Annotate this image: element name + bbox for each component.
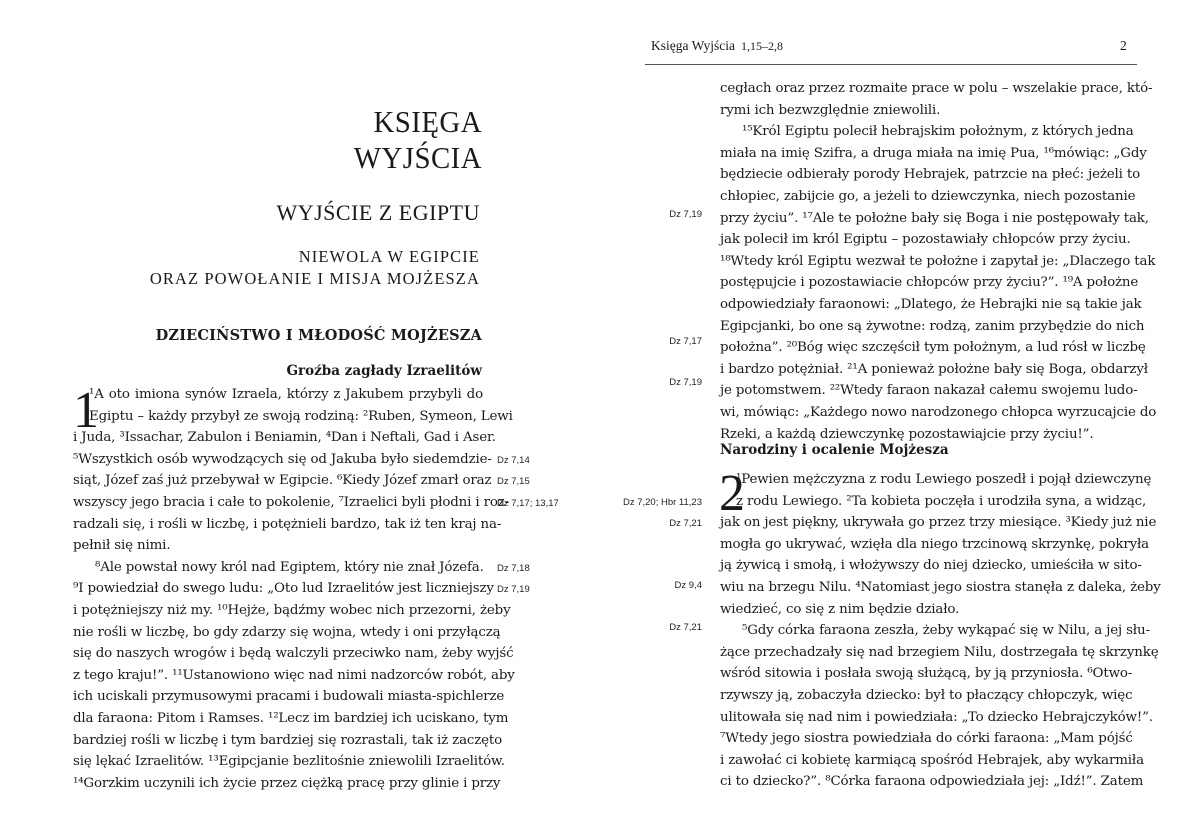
cross-reference: Dz 7,21	[669, 622, 702, 633]
text-line: mogła go ukrywać, wzięła dla niego trzcinową skrzynkę, pokryła	[720, 536, 1150, 552]
text-line: przy życiu”. ¹⁷Ale te położne bały się Boga i nie postępowały tak,	[720, 210, 1149, 226]
text-line: Egiptu – każdy przybył ze swoją rodziną: ²Ruben, Symeon, Lewi	[89, 408, 513, 424]
part-title: WYJŚCIE Z EGIPTU	[276, 200, 480, 225]
text-line: ⁸Ale powstał nowy król nad Egiptem, który nie znał Józefa.	[95, 559, 484, 575]
text-line: ⁵Wszystkich osób wywodzących się od Jakuba było siedemdzie-	[73, 451, 492, 467]
book-title: KSIĘGA WYJŚCIA	[353, 104, 482, 175]
text-line: Rzeki, a każdą dziewczynkę pozostawiajcie przy życiu!”.	[720, 426, 1094, 442]
text-line: ⁵Gdy córka faraona zeszła, żeby wykąpać się w Nilu, a jej słu-	[742, 623, 1150, 639]
cross-reference: Dz 7,18	[497, 562, 530, 574]
text-line: i potężniejszy niż my. ¹⁰Hejże, bądźmy wobec nich przezorni, żeby	[73, 602, 511, 618]
text-line: wiu na brzegu Nilu. ⁴Natomiast jego siostra stanęła z daleka, żeby	[720, 579, 1161, 595]
text-line: ich uciskali przymusowymi pracami i budowali miasta-spichlerze	[73, 689, 505, 705]
text-line: bardziej rośli w liczbę i tym bardziej się rozrastali, tak iż zaczęto	[73, 732, 503, 748]
text-line: jak polecił im król Egiptu – pozostawiały chłopców przy życiu.	[720, 232, 1131, 248]
cross-reference: Dz 7,19	[669, 377, 702, 388]
text-line: dla faraona: Pitom i Ramses. ¹²Lecz im bardziej ich uciskano, tym	[73, 710, 509, 726]
header-rule	[645, 64, 1137, 65]
text-line: rzywszy ją, zobaczyła dziecko: był to płaczący chłopczyk, więc	[720, 687, 1133, 703]
text-line: odpowiedziały faraonowi: „Dlatego, że Hebrajki nie są takie jak	[720, 296, 1142, 312]
text-line: z tego kraju!”. ¹¹Ustanowiono więc nad nimi nadzorców robót, aby	[73, 667, 515, 683]
text-line: je potomstwem. ²²Wtedy faraon nakazał całemu swojemu ludo-	[720, 383, 1138, 399]
cross-reference: Dz 7,21	[669, 518, 702, 529]
text-line: ⁷Wtedy jego siostra powiedziała do córki faraona: „Mam pójść	[720, 731, 1133, 747]
text-line: ¹⁴Gorzkim uczynili ich życie przez ciężką pracę przy glinie i przy	[73, 775, 501, 791]
body-text	[720, 78, 1157, 445]
cross-reference: Dz 9,4	[674, 580, 702, 591]
text-line: rymi ich bezwzględnie zniewolili.	[720, 102, 941, 118]
text-line: ulitowała się nad nim i powiedziała: „To dziecko Hebrajczyków!”.	[720, 709, 1153, 725]
text-line: wśród sitowia i posłała swoją służącą, by ją przyniosła. ⁶Otwo-	[720, 666, 1133, 682]
text-line: i bardzo potężniał. ²¹A ponieważ położne bały się Boga, obdarzył	[720, 361, 1148, 377]
section-title-line: ORAZ POWOŁANIE I MISJA MOJŻESZA	[149, 269, 480, 288]
text-line: pełnił się nimi.	[73, 538, 171, 554]
running-head-chapters: 1,15–2,8	[741, 39, 784, 53]
cross-reference: Dz 7,17; 13,17	[497, 498, 559, 509]
text-line: ¹Pewien mężczyzna z rodu Lewiego poszedł i pojął dziewczynę	[736, 472, 1152, 487]
cross-reference: Dz 7,15	[497, 476, 530, 488]
text-line: ci to dziecko?”. ⁸Córka faraona odpowiedziała jej: „Idź!”. Zatem	[720, 774, 1144, 790]
text-line: położna”. ²⁰Bóg więc szczęścił tym położnym, a lud rósł w liczbę	[720, 340, 1146, 356]
text-line: z rodu Lewiego. ²Ta kobieta poczęła i urodziła syna, a widząc,	[736, 493, 1147, 509]
running-head-book: Księga Wyjścia	[651, 38, 736, 53]
page-number: 2	[1120, 38, 1127, 53]
text-line: wiedzieć, co się z nim będzie działo.	[720, 601, 960, 617]
cross-reference: Dz 7,20; Hbr 11,23	[622, 497, 702, 508]
text-line: ¹⁸Wtedy król Egiptu wezwał te położne i zapytał je: „Dlaczego tak	[720, 253, 1156, 269]
text-line: żące przechadzały się nad brzegiem Nilu, dostrzegała tę skrzynkę	[720, 644, 1159, 660]
running-head	[651, 38, 783, 54]
section-title-line: NIEWOLA W EGIPCIE	[298, 247, 480, 266]
chapter-number-dropcap: 2	[719, 465, 745, 522]
text-line: ¹A oto imiona synów Izraela, którzy z Jakubem przybyli do	[89, 387, 483, 402]
text-line: siąt, Józef zaś już przebywał w Egipcie. ⁶Kiedy Józef zmarł oraz	[73, 473, 492, 489]
text-line: się lękać Izraelitów. ¹³Egipcjanie bezlitośnie zniewolili Izraelitów.	[73, 754, 505, 770]
text-line: cegłach oraz przez rozmaite prace w polu – wszelakie prace, któ-	[720, 81, 1153, 96]
cross-reference: Dz 7,19	[669, 209, 702, 220]
text-line: Egipcjanki, bo one są żywotne: rodzą, zanim przybędzie do nich	[720, 318, 1145, 334]
text-line: się do naszych wrogów i będą walczyli przeciwko nam, żeby wyjść	[73, 646, 514, 662]
subsection-title: DZIECIŃSTWO I MŁODOŚĆ MOJŻESZA	[155, 327, 482, 344]
text-line: nie rośli w liczbę, bo gdy zdarzy się wojna, wtedy i oni przyłączą	[73, 624, 501, 640]
text-line: ją żywicą i smołą, i włożywszy do niej dziecko, umieściła w sito-	[720, 558, 1142, 574]
text-line: ⁹I powiedział do swego ludu: „Oto lud Izraelitów jest liczniejszy	[73, 581, 494, 597]
pericope-title: Narodziny i ocalenie Mojżesza	[720, 442, 949, 458]
text-line: jak on jest piękny, ukrywała go przez trzy miesiące. ³Kiedy już nie	[720, 515, 1157, 531]
cross-reference: Dz 7,17	[669, 336, 702, 347]
text-line: chłopiec, zabijcie go, a jeżeli to dziewczynka, niech pozostanie	[720, 188, 1136, 204]
chapter-number-dropcap: 1	[73, 382, 99, 439]
text-line: postępujcie i pozostawiacie chłopców przy życiu?”. ¹⁹A położne	[720, 275, 1139, 291]
section-title	[120, 246, 480, 290]
text-line: i Juda, ³Issachar, Zabulon i Beniamin, ⁴Dan i Neftali, Gad i Aser.	[73, 430, 496, 446]
text-line: radzali się, i rośli w liczbę, i potężnieli bardzo, tak iż ten kraj na-	[73, 516, 502, 532]
text-line: wi, mówiąc: „Każdego nowo narodzonego chłopca wyrzucajcie do	[720, 404, 1157, 420]
body-text	[719, 465, 1161, 793]
text-line: wszyscy jego bracia i całe to pokolenie, ⁷Izraelici byli płodni i roz-	[73, 494, 510, 510]
cross-reference: Dz 7,19	[497, 584, 530, 596]
text-line: ¹⁵Król Egiptu polecił hebrajskim położnym, z których jedna	[742, 124, 1134, 140]
cross-reference: Dz 7,14	[497, 454, 530, 466]
pericope-title: Groźba zagłady Izraelitów	[286, 363, 482, 379]
text-line: będziecie odbierały porody Hebrajek, patrzcie na płeć: jeżeli to	[720, 167, 1141, 183]
text-line: i zawołać ci kobietę karmiącą spośród Hebrajek, aby wykarmiła	[720, 752, 1144, 768]
text-line: miała na imię Szifra, a druga miała na imię Pua, ¹⁶mówiąc: „Gdy	[720, 145, 1147, 161]
